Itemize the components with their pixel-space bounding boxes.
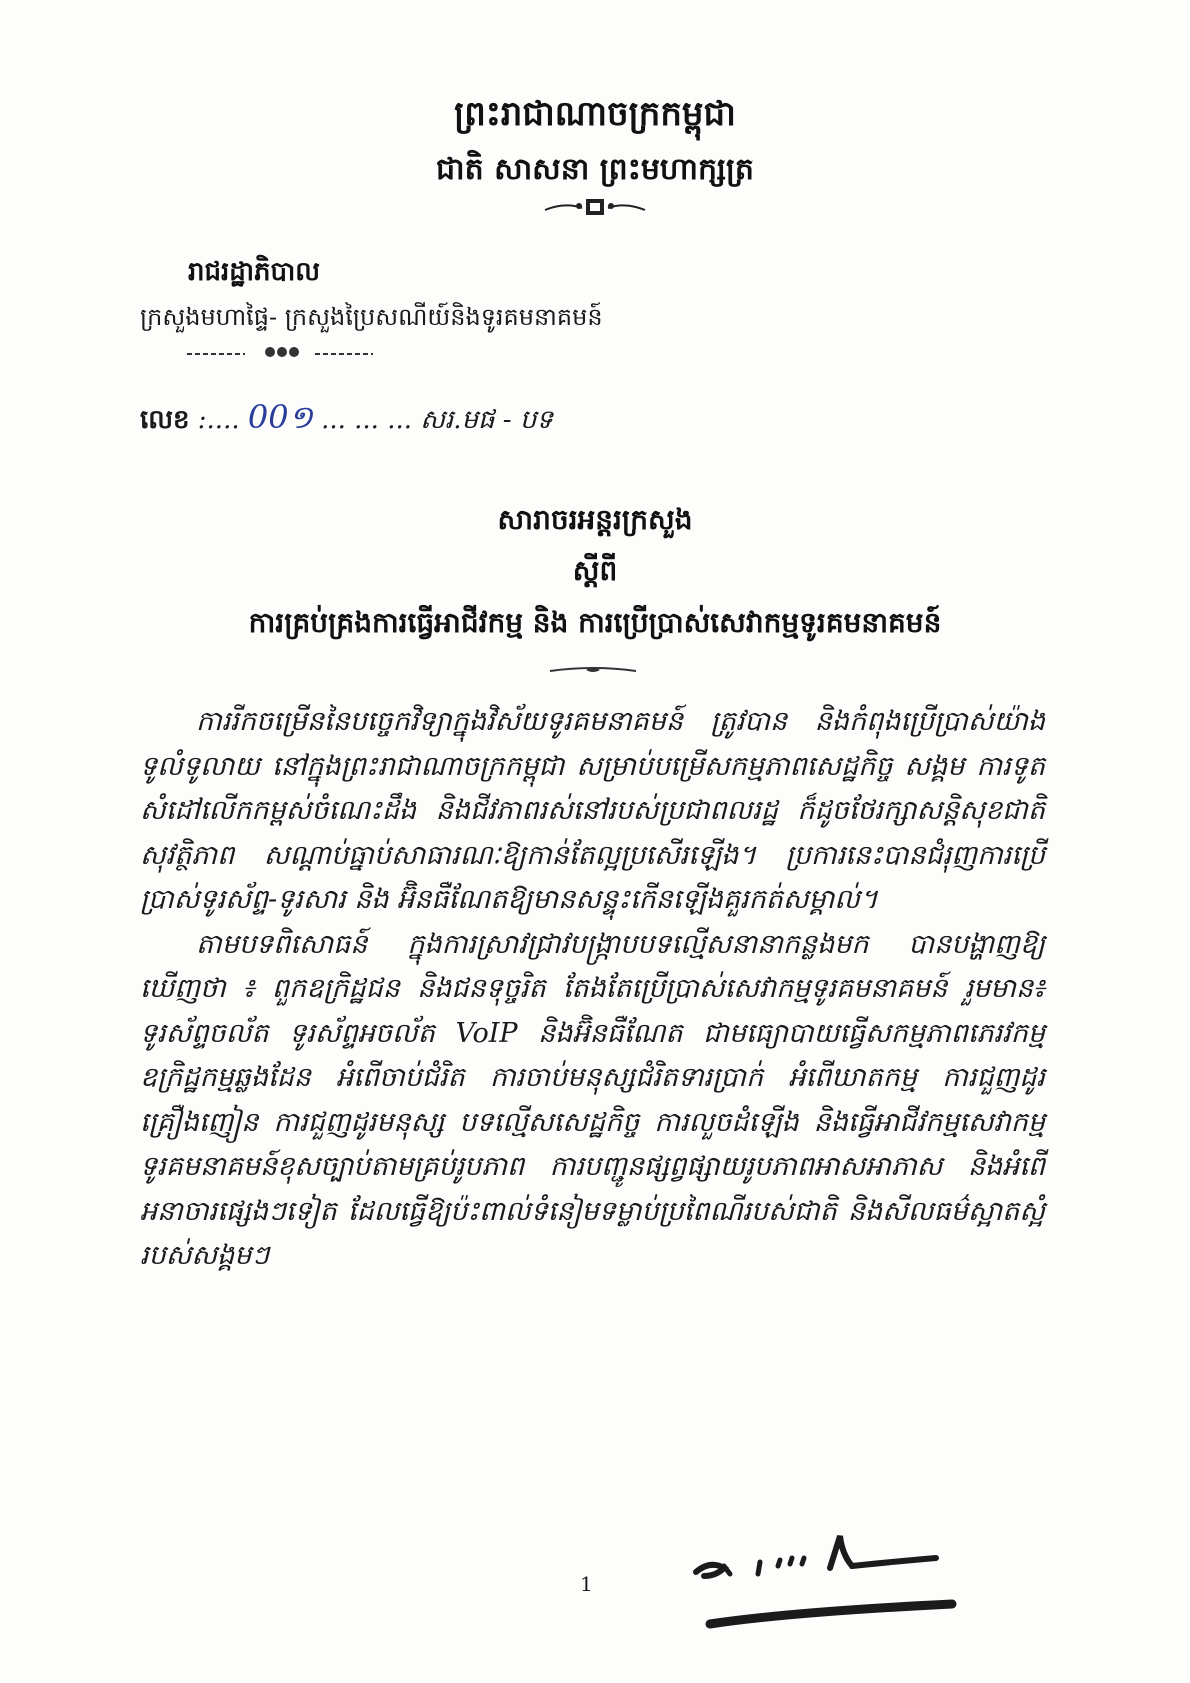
kingdom-heading: ព្រះរាជាណាចក្រកម្ពុជា [454, 94, 736, 134]
body-text [140, 700, 1045, 1279]
reference-code: សរ.មផ - បទ [420, 405, 553, 435]
national-motto: ជាតិ សាសនា ព្រះមហាក្សត្រ [436, 152, 754, 187]
reference-dots-after: ... ... ... [321, 405, 412, 435]
government-label: រាជរដ្ឋាភិបាល [188, 257, 321, 287]
page-number: 1 [580, 1572, 593, 1596]
signature-mark [690, 1532, 960, 1632]
reference-number: 00១ [247, 398, 313, 436]
paragraph-2: តាមបទពិសោធន៍ ក្នុងការស្រាវជ្រាវបង្ក្រាបបទល្មើសនានាកន្លងមក បានបង្ហាញឱ្យឃើញថា ៖ ពួកឧក្រិដ្ឋជន និងជនទុច្ចរិត តែងតែប្រើប្រាស់សេវាកម្មទូរគមនាគមន៍ រួមមាន៖ ទូរស័ព្ទចល័ត ទូរស័ព្ទអចល័ត VoIP និងអ៊ិនធឺណែត ជាមធ្យោបាយធ្វើសកម្មភាពភេរវកម្ម ឧក្រិដ្ឋកម្មឆ្លងដែន អំពើចាប់ជំរិត ការចាប់មនុស្សជំរិតទារប្រាក់ អំពើឃាតកម្ម ការជួញដូរគ្រឿងញៀន ការជួញដូរមនុស្ស បទល្មើសសេដ្ឋកិច្ច ការលួចដំឡើង និងធ្វើអាជីវកម្មសេវាកម្មទូរគមនាគមន៍ខុសច្បាប់តាមគ្រប់រូបភាព ការបញ្ជូនផ្សព្វផ្សាយរូបភាពអាសអាភាស និងអំពើអនាចារផ្សេងៗទៀត ដែលធ្វើឱ្យប៉ះពាល់ទំនៀមទម្លាប់ប្រពៃណីរបស់ជាតិ និងសីលធម៌ស្អាតស្អំរបស់សង្គមៗ [140, 928, 1045, 1271]
issuing-ministries: ក្រសួងមហាផ្ទៃ- ក្រសួងប្រៃសណីយ៍និងទូរគមនាគមន៍ [140, 303, 603, 331]
document-subject: ការគ្រប់គ្រងការធ្វើអាជីវកម្ម និង ការប្រើប្រាស់សេវាកម្មទូរគមនាគមន៍ [248, 606, 942, 639]
document-type: សារាចរអន្តរក្រសួង [497, 503, 693, 536]
reference-label: លេខ [140, 405, 190, 435]
divider-ornament-icon [548, 664, 638, 676]
ornament-small-icon [185, 344, 375, 360]
reference-number-line [140, 397, 553, 444]
about-label: ស្តីពី [572, 554, 618, 587]
paragraph-1: ការរីកចម្រើននៃបច្ចេកវិទ្យាក្នុងវិស័យទូរគមនាគមន៍ ត្រូវបាន និងកំពុងប្រើប្រាស់យ៉ាងទូលំទូលាយ នៅក្នុងព្រះរាជាណាចក្រកម្ពុជា សម្រាប់បម្រើសកម្មភាពសេដ្ឋកិច្ច សង្គម ការទូត សំដៅលើកកម្ពស់ចំណេះដឹង និងជីវភាពរស់នៅរបស់ប្រជាពលរដ្ឋ ក៏ដូចថែរក្សាសន្តិសុខជាតិ សុវត្ថិភាព សណ្តាប់ធ្នាប់សាធារណៈឱ្យកាន់តែល្អប្រសើរឡើង។ ប្រការនេះបានជំរុញការប្រើប្រាស់ទូរស័ព្ទ-ទូរសារ និង អ៊ិនធឺណែតឱ្យមានសន្ទុះកើនឡើងគួរកត់សម្គាល់។ [140, 706, 1045, 915]
ornament-icon [540, 196, 650, 218]
reference-dots-before: :.... [197, 405, 240, 435]
